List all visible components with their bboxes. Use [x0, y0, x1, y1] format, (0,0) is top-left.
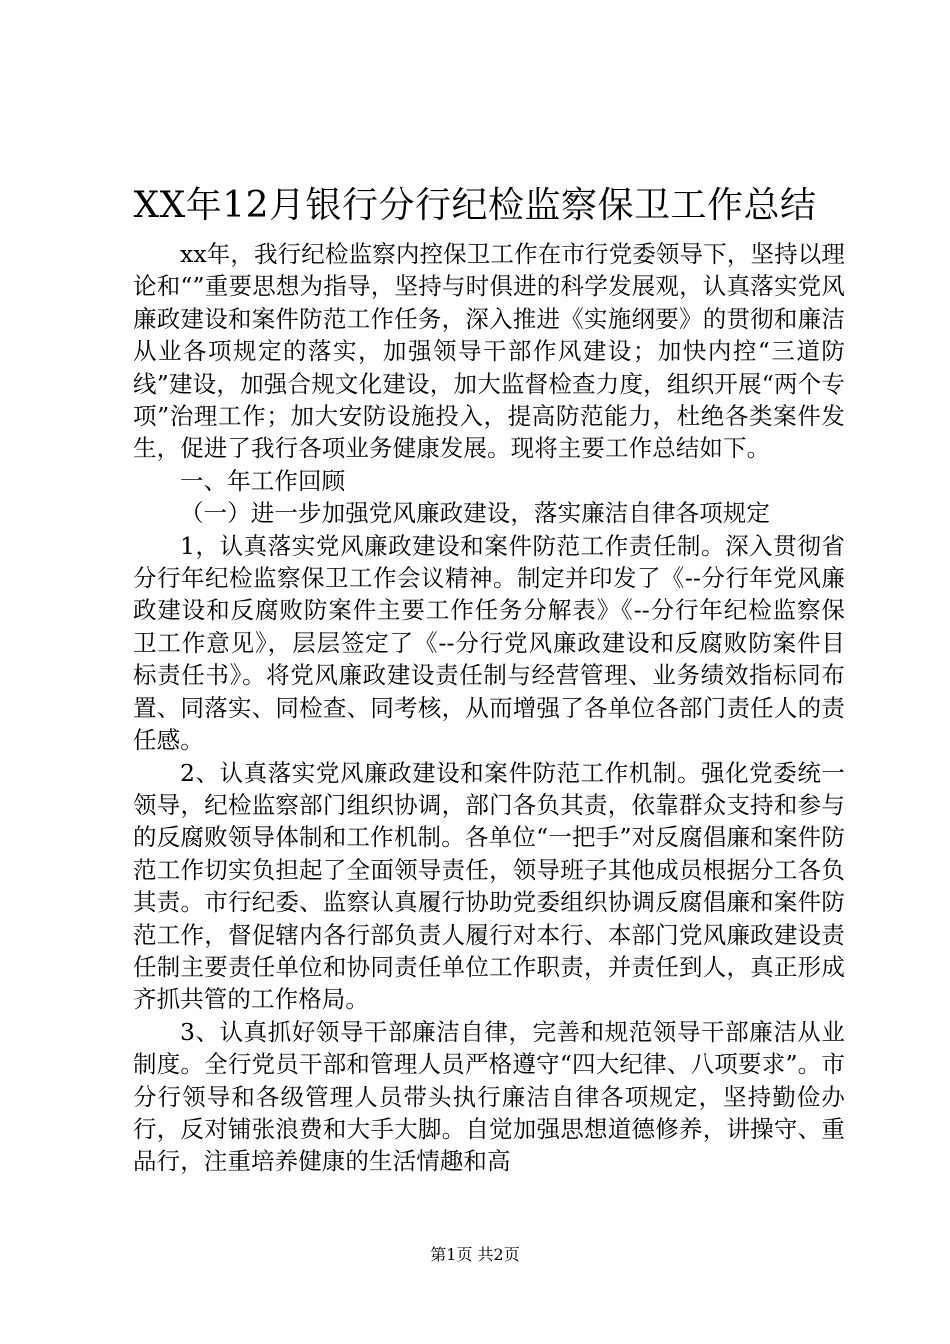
- document-body: [133, 238, 845, 1178]
- section-heading-review: 一、年工作回顾: [180, 466, 346, 495]
- paragraph-item-2: 2、认真落实党风廉政建设和案件防范工作机制。强化党委统一领导，纪检监察部门组织协调，部门各负其责，依靠群众支持和参与的反腐败领导体制和工作机制。各单位“一把手”对反腐倡廉和案件防范工作切实负担起了全面领导责任，领导班子其他成员根据分工各负其责。市行纪委、监察认真履行协助党委组织协调反腐倡廉和案件防范工作，督促辖内各行部负责人履行对本行、本部门党风廉政建设责任制主要责任单位和协同责任单位工作职责，并责任到人，真正形成齐抓共管的工作格局。: [133, 758, 845, 1014]
- paragraph-intro: xx年，我行纪检监察内控保卫工作在市行党委领导下，坚持以理论和“”重要思想为指导，坚持与时俱进的科学发展观，认真落实党风廉政建设和案件防范工作任务，深入推进《实施纲要》的贯彻和廉洁从业各项规定的落实，加强领导干部作风建设；加快内控“三道防线”建设，加强合规文化建设，加大监督检查力度，组织开展“两个专项”治理工作；加大安防设施投入，提高防范能力，杜绝各类案件发生，促进了我行各项业务健康发展。现将主要工作总结如下。: [133, 240, 845, 463]
- document-title: XX年12月银行分行纪检监察保卫工作总结: [133, 185, 817, 226]
- paragraph-item-3: 3、认真抓好领导干部廉洁自律，完善和规范领导干部廉洁从业制度。全行党员干部和管理人员严格遵守“四大纪律、八项要求”。市分行领导和各级管理人员带头执行廉洁自律各项规定，坚持勤俭办行，反对铺张浪费和大手大脚。自觉加强思想道德修养，讲操守、重品行，注重培养健康的生活情趣和高: [133, 1017, 845, 1176]
- paragraph-item-1: 1，认真落实党风廉政建设和案件防范工作责任制。深入贯彻省分行年纪检监察保卫工作会议精神。制定并印发了《--分行年党风廉政建设和反腐败防案件主要工作任务分解表》《--分行年纪检监察保卫工作意见》，层层签定了《--分行党风廉政建设和反腐败防案件目标责任书》。将党风廉政建设责任制与经营管理、业务绩效指标同布置、同落实、同检查、同考核，从而增强了各单位各部门责任人的责任感。: [133, 531, 845, 755]
- subsection-heading-1: （一）进一步加强党风廉政建设，落实廉洁自律各项规定: [180, 499, 770, 528]
- page-number-footer: 第1页 共2页: [430, 1245, 520, 1264]
